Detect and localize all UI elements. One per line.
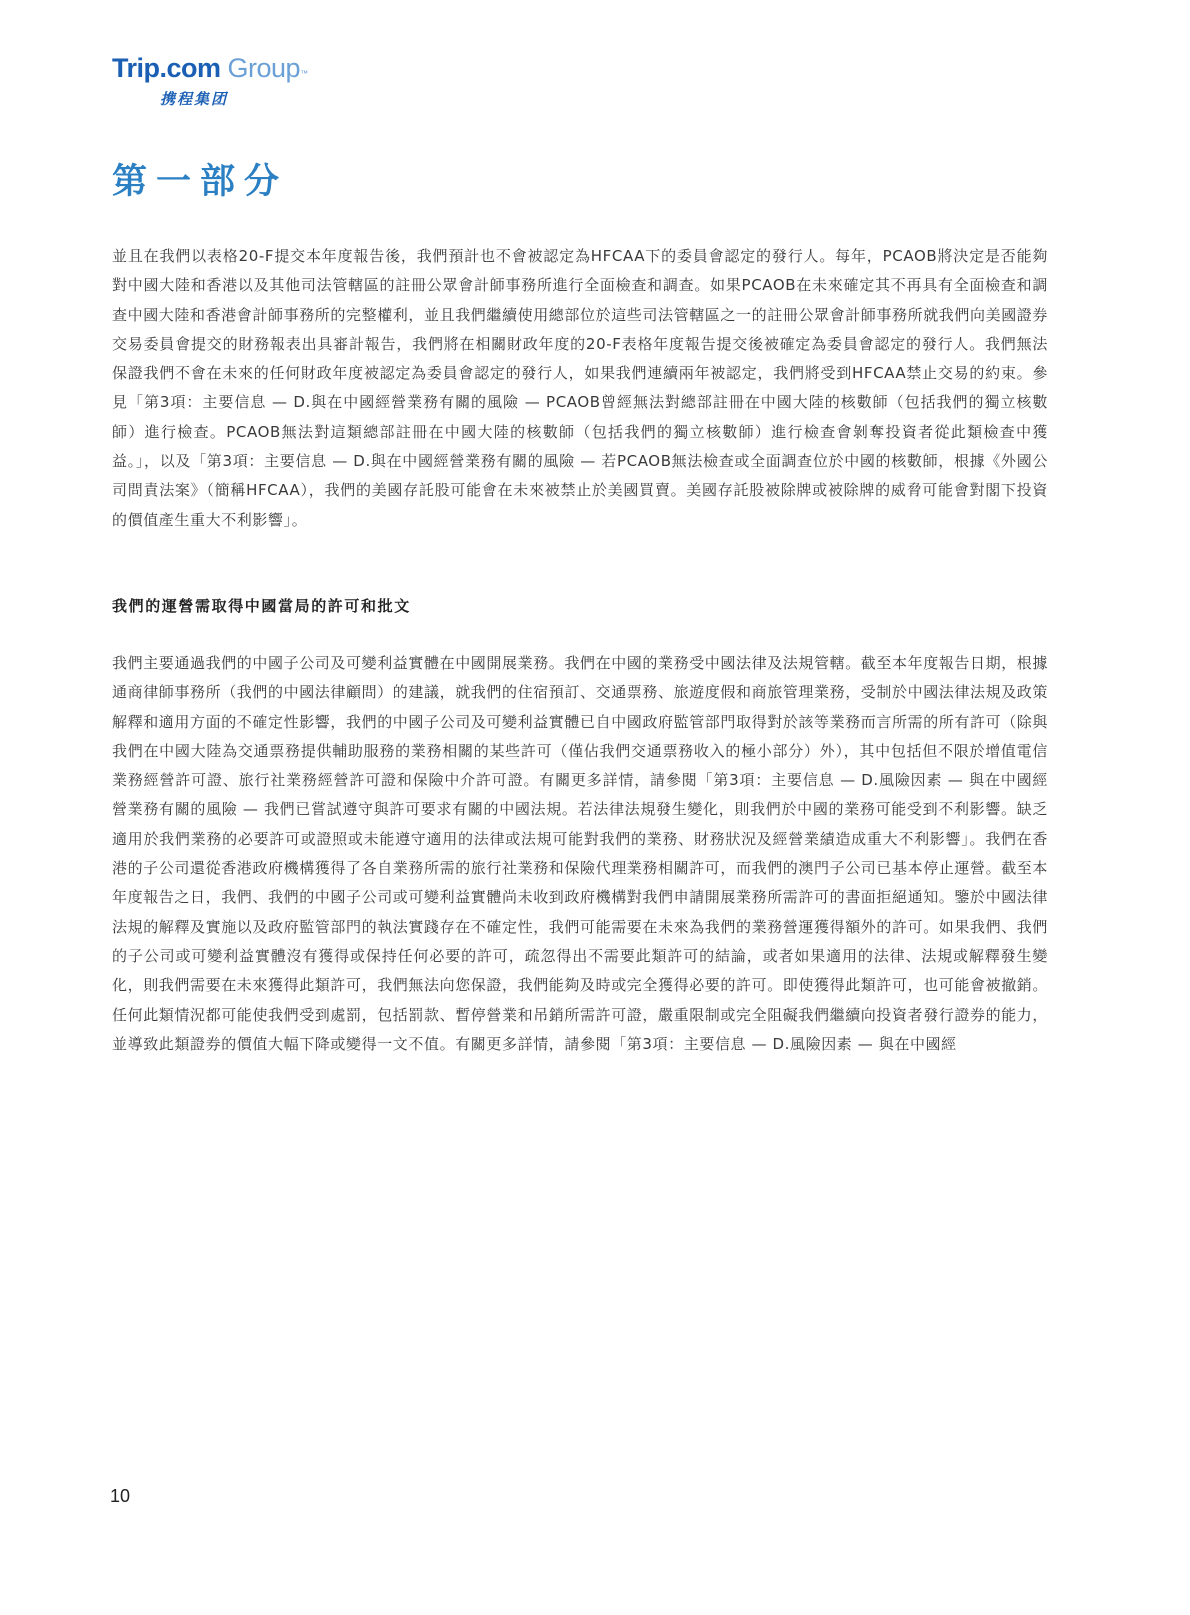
- logo-wordmark: [112, 52, 308, 84]
- logo-group-text: Group: [220, 53, 301, 83]
- body-paragraph-1: 並且在我們以表格20-F提交本年度報告後，我們預計也不會被認定為HFCAA下的委員會認定的發行人。每年，PCAOB將決定是否能夠對中國大陸和香港以及其他司法管轄區的註冊公眾會計師事務所進行全面檢查和調查。如果PCAOB在未來確定其不再具有全面檢查和調查中國大陸和香港會計師事務所的完整權利，並且我們繼續使用總部位於這些司法管轄區之一的註冊公眾會計師事務所就我們向美國證券交易委員會提交的財務報表出具審計報告，我們將在相關財政年度的20-F表格年度報告提交後被確定為委員會認定的發行人。我們無法保證我們不會在未來的任何財政年度被認定為委員會認定的發行人，如果我們連續兩年被認定，我們將受到HFCAA禁止交易的約束。參見「第3項：主要信息 — D.與在中國經營業務有關的風險 — PCAOB曾經無法對總部註冊在中國大陸的核數師（包括我們的獨立核數師）進行檢查。PCAOB無法對這類總部註冊在中國大陸的核數師（包括我們的獨立核數師）進行檢查會剝奪投資者從此類檢查中獲益。」，以及「第3項：主要信息 — D.與在中國經營業務有關的風險 — 若PCAOB無法檢查或全面調查位於中國的核數師，根據《外國公司問責法案》（簡稱HFCAA），我們的美國存託股可能會在未來被禁止於美國買賣。美國存託股被除牌或被除牌的威脅可能會對閣下投資的價值產生重大不利影響」。: [112, 247, 1049, 529]
- logo-brand-text: Trip.com: [112, 53, 221, 83]
- section-heading: 我們的運營需取得中國當局的許可和批文: [112, 597, 411, 615]
- page-title: 第一部分: [112, 162, 289, 202]
- logo-trademark: ™: [300, 69, 308, 78]
- company-logo: [112, 52, 332, 112]
- page-number: 10: [110, 1486, 131, 1506]
- body-paragraph-2: 我們主要通過我們的中國子公司及可變利益實體在中國開展業務。我們在中國的業務受中國法律及法規管轄。截至本年度報告日期，根據通商律師事務所（我們的中國法律顧問）的建議，就我們的住宿預訂、交通票務、旅遊度假和商旅管理業務，受制於中國法律法規及政策解釋和適用方面的不確定性影響，我們的中國子公司及可變利益實體已自中國政府監管部門取得對於該等業務而言所需的所有許可（除與我們在中國大陸為交通票務提供輔助服務的業務相關的某些許可（僅佔我們交通票務收入的極小部分）外），其中包括但不限於增值電信業務經營許可證、旅行社業務經營許可證和保險中介許可證。有關更多詳情，請參閱「第3項：主要信息 — D.風險因素 — 與在中國經營業務有關的風險 — 我們已嘗試遵守與許可要求有關的中國法規。若法律法規發生變化，則我們於中國的業務可能受到不利影響。缺乏適用於我們業務的必要許可或證照或未能遵守適用的法律或法規可能對我們的業務、財務狀況及經營業績造成重大不利影響」。我們在香港的子公司還從香港政府機構獲得了各自業務所需的旅行社業務和保險代理業務相關許可，而我們的澳門子公司已基本停止運營。截至本年度報告之日，我們、我們的中國子公司或可變利益實體尚未收到政府機構對我們申請開展業務所需許可的書面拒絕通知。鑒於中國法律法規的解釋及實施以及政府監管部門的執法實踐存在不確定性，我們可能需要在未來為我們的業務營運獲得額外的許可。如果我們、我們的子公司或可變利益實體沒有獲得或保持任何必要的許可，疏忽得出不需要此類許可的結論，或者如果適用的法律、法規或解釋發生變化，則我們需要在未來獲得此類許可，我們無法向您保證，我們能夠及時或完全獲得必要的許可。即使獲得此類許可，也可能會被撤銷。任何此類情況都可能使我們受到處罰，包括罰款、暫停營業和吊銷所需許可證，嚴重限制或完全阻礙我們繼續向投資者發行證券的能力，並導致此類證券的價值大幅下降或變得一文不值。有關更多詳情，請參閱「第3項：主要信息 — D.風險因素 — 與在中國經: [112, 654, 1049, 1053]
- logo-chinese-text: 携程集团: [160, 90, 229, 108]
